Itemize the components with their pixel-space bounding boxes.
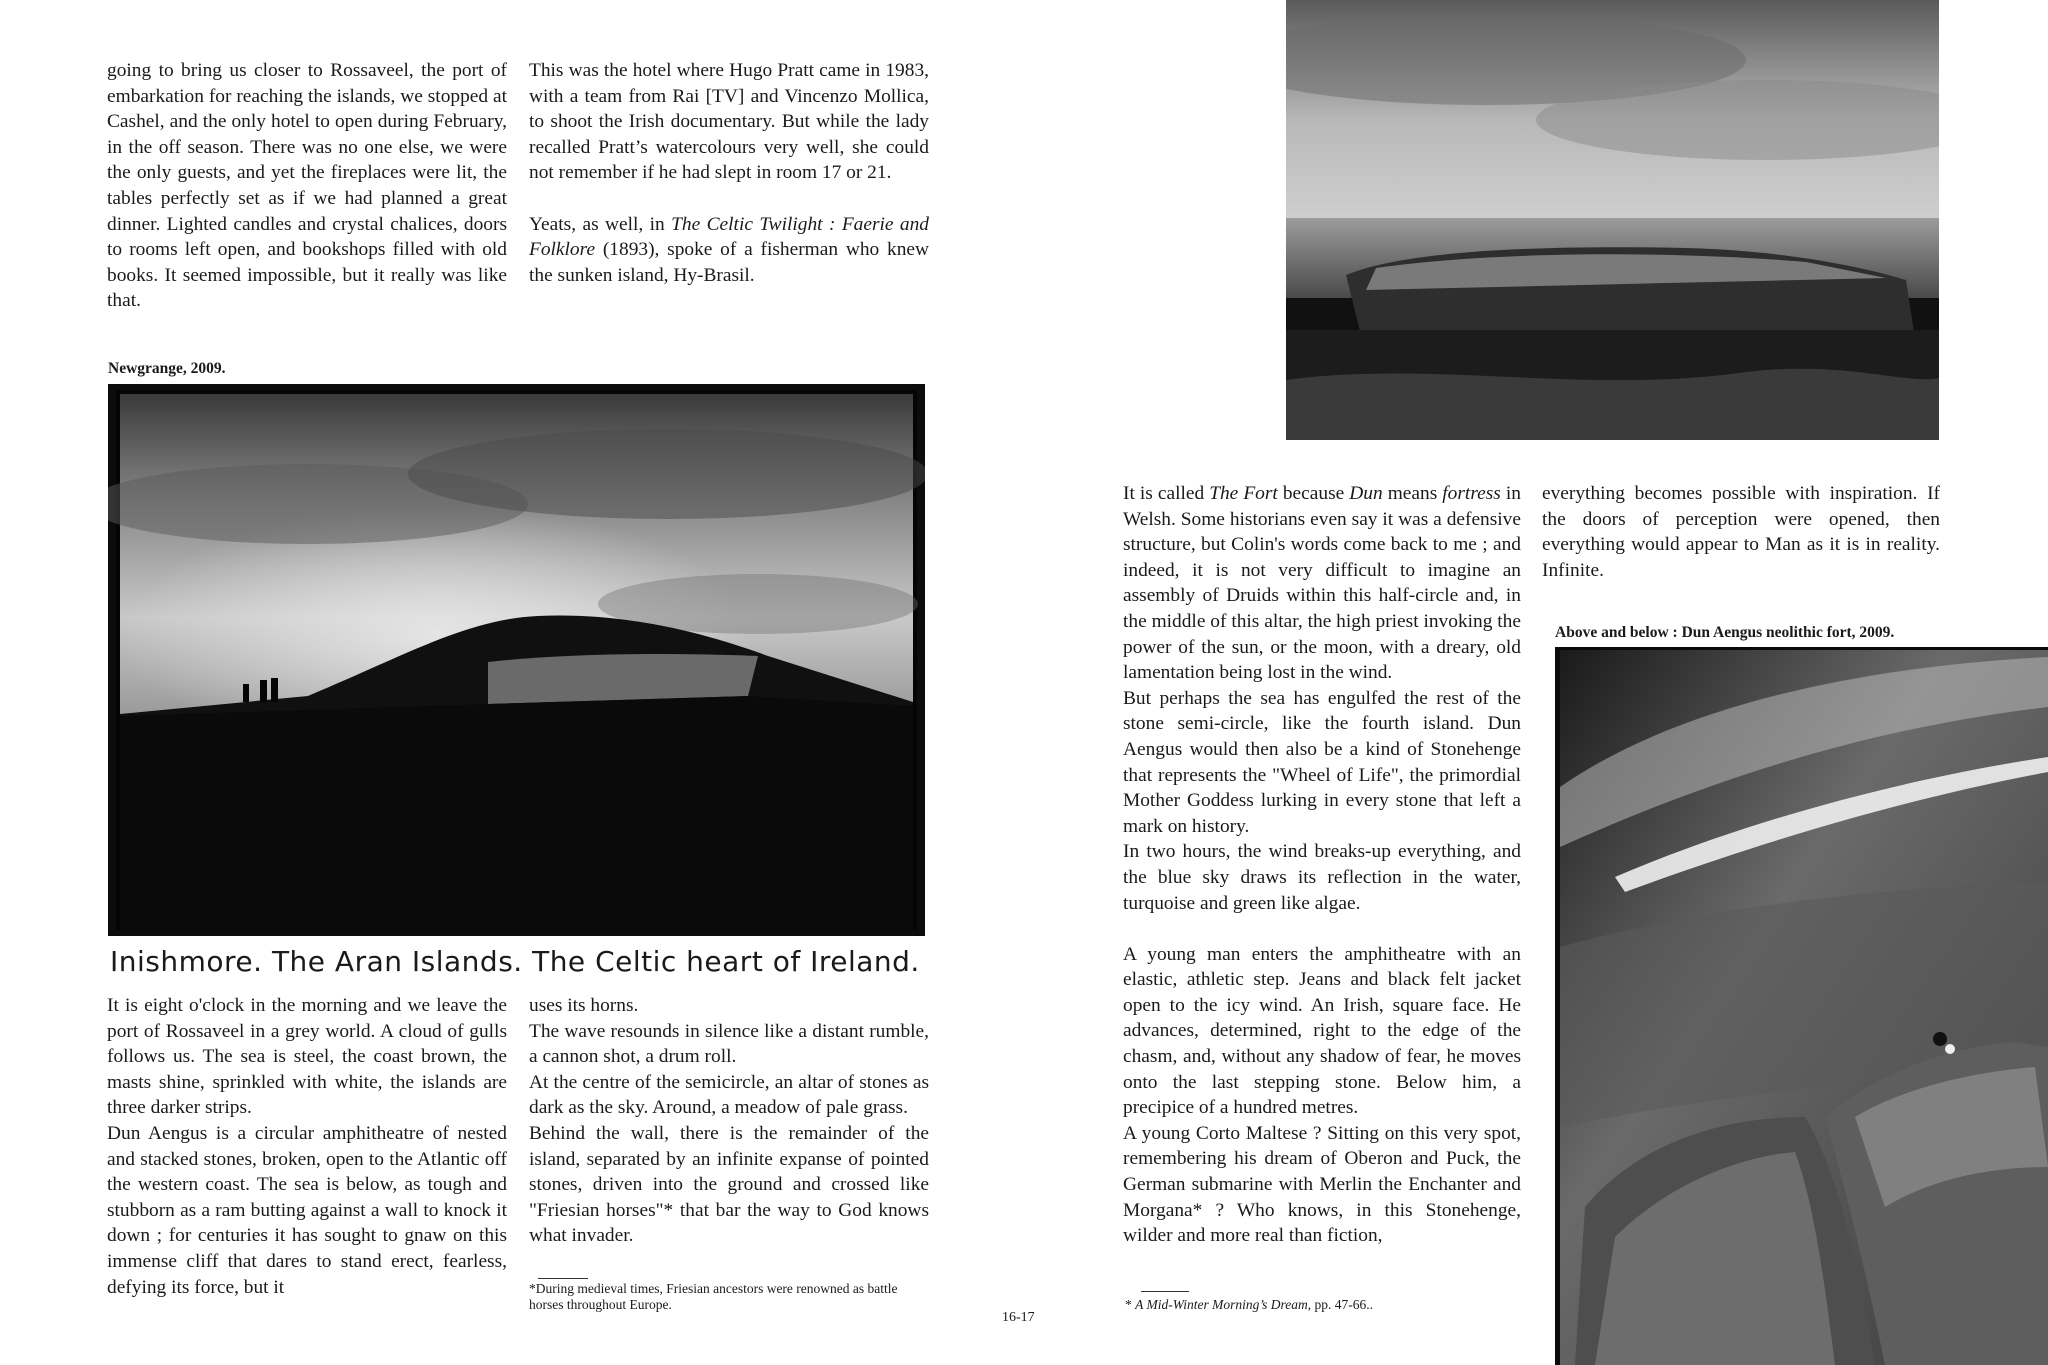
- page-number: 16-17: [1002, 1310, 1035, 1325]
- text-run-italic: The Fort: [1209, 483, 1278, 504]
- footnote-pages: , pp. 47-66..: [1307, 1297, 1373, 1312]
- rock-seascape-photo: [1286, 0, 1939, 440]
- text-run: because: [1277, 483, 1350, 504]
- newgrange-photo: [108, 384, 925, 936]
- paragraph: Behind the wall, there is the remainder of the island, separated by an infinite expanse of pointed stones, driven into the ground and crossed like "Friesian horses"* that bar the way to God knows what invader.: [529, 1122, 929, 1247]
- paragraph: A young Corto Maltese ? Sitting on this very spot, remembering his dream of Oberon and Puck, the German submarine with Merlin the Enchanter and Morgana* ? Who knows, in this Stonehenge, wilder and more real than fiction,: [1123, 1122, 1521, 1247]
- text-run: It is called: [1123, 483, 1210, 504]
- paragraph: uses its horns.: [529, 995, 639, 1016]
- text-run-italic: fortress: [1442, 483, 1501, 504]
- left-bottom-column-1: [107, 993, 507, 1300]
- footnote-title: A Mid-Winter Morning’s Dream: [1135, 1297, 1308, 1312]
- paragraph: The wave resounds in silence like a distant rumble, a cannon shot, a drum roll.: [529, 1020, 929, 1068]
- paragraph: everything becomes possible with inspiration. If the doors of perception were opened, then everything would appear to Man as it is in reality. Infinite.: [1542, 483, 1940, 581]
- left-bottom-column-2: [529, 993, 929, 1249]
- dun-aengus-caption: Above and below : Dun Aengus neolithic fort, 2009.: [1555, 624, 1895, 641]
- paragraph: In two hours, the wind breaks-up everything, and the blue sky draws its reflection in the water, turquoise and green like algae.: [1123, 841, 1521, 914]
- paragraph: It is eight o'clock in the morning and we leave the port of Rossaveel in a grey world. A cloud of gulls follows us. The sea is steel, the coast brown, the masts shine, sprinkled with white, the islands are three darker strips.: [107, 995, 507, 1119]
- paragraph: At the centre of the semicircle, an altar of stones as dark as the sky. Around, a meadow of pale grass.: [529, 1071, 929, 1119]
- footnote-rule: [1141, 1291, 1189, 1292]
- newgrange-caption: Newgrange, 2009.: [108, 360, 226, 377]
- left-top-column-2: [529, 58, 929, 288]
- text-run-italic: Dun: [1349, 483, 1383, 504]
- paragraph: A young man enters the amphitheatre with an elastic, athletic step. Jeans and black felt jacket open to the icy wind. An Irish, square face. He advances, determined, right to the edge of the chasm, and, without any shadow of fear, he moves onto the last stepping stone. Below him, a precipice of a hundred metres.: [1123, 943, 1521, 1119]
- right-column-1: [1123, 481, 1521, 1249]
- left-top-column-1: [107, 58, 507, 314]
- left-footnote: *During medieval times, Friesian ancestors were renowned as battle horses throughout Europe.: [529, 1281, 898, 1312]
- paragraph: But perhaps the sea has engulfed the rest of the stone semi-circle, like the fourth island. Dun Aengus would then also be a kind of Stonehenge that represents the "Wheel of Life", the primordial Mother Goddess lurking in every stone that left a mark on history.: [1123, 687, 1521, 837]
- paragraph: [529, 212, 929, 289]
- footnote-marker: *: [1125, 1297, 1136, 1312]
- book-title: The Celtic Twilight : Faerie and Folklore: [529, 213, 929, 261]
- text-run: means: [1382, 483, 1443, 504]
- dun-aengus-photo: [1555, 647, 2048, 1365]
- paragraph: This was the hotel where Hugo Pratt came in 1983, with a team from Rai [TV] and Vincenzo Mollica, to shoot the Irish documentary. But while the lady recalled Pratt’s watercolours very well, she could not remember if he had slept in room 17 or 21.: [529, 60, 929, 184]
- right-column-2: [1542, 481, 1940, 583]
- text-run: (1893), spoke of a fisherman who knew the sunken island, Hy-Brasil.: [529, 239, 929, 286]
- section-heading: Inishmore. The Aran Islands. The Celtic heart of Ireland.: [110, 945, 920, 978]
- paragraph: going to bring us closer to Rossaveel, the port of embarkation for reaching the islands, we stopped at Cashel, and the only hotel to open during February, in the off season. There was no one else, we were the only guests, and yet the fireplaces were lit, the tables perfectly set as if we had planned a great dinner. Lighted candles and crystal chalices, doors to rooms left open, and bookshops filled with old books. It seemed impossible, but it really was like that.: [107, 60, 507, 312]
- footnote-rule: [538, 1278, 588, 1279]
- paragraph: [1123, 481, 1521, 686]
- right-footnote: [1125, 1297, 1525, 1313]
- paragraph: Dun Aengus is a circular amphitheatre of nested and stacked stones, broken, open to the Atlantic off the western coast. The sea is below, as tough and stubborn as a ram butting against a wall to knock it down ; for centuries it has sought to gnaw on this immense cliff that dares to stand erect, fearless, defying its force, but it: [107, 1122, 507, 1298]
- text-run: Yeats, as well, in: [529, 213, 672, 235]
- text-run: in Welsh. Some historians even say it was a defensive structure, but Colin's words come back to me ; and indeed, it is not very difficult to imagine an assembly of Druids within this half-circle and, in the middle of this altar, the high priest invoking the power of the sun, or the moon, with a dreary, old lamentation being lost in the wind.: [1123, 483, 1521, 684]
